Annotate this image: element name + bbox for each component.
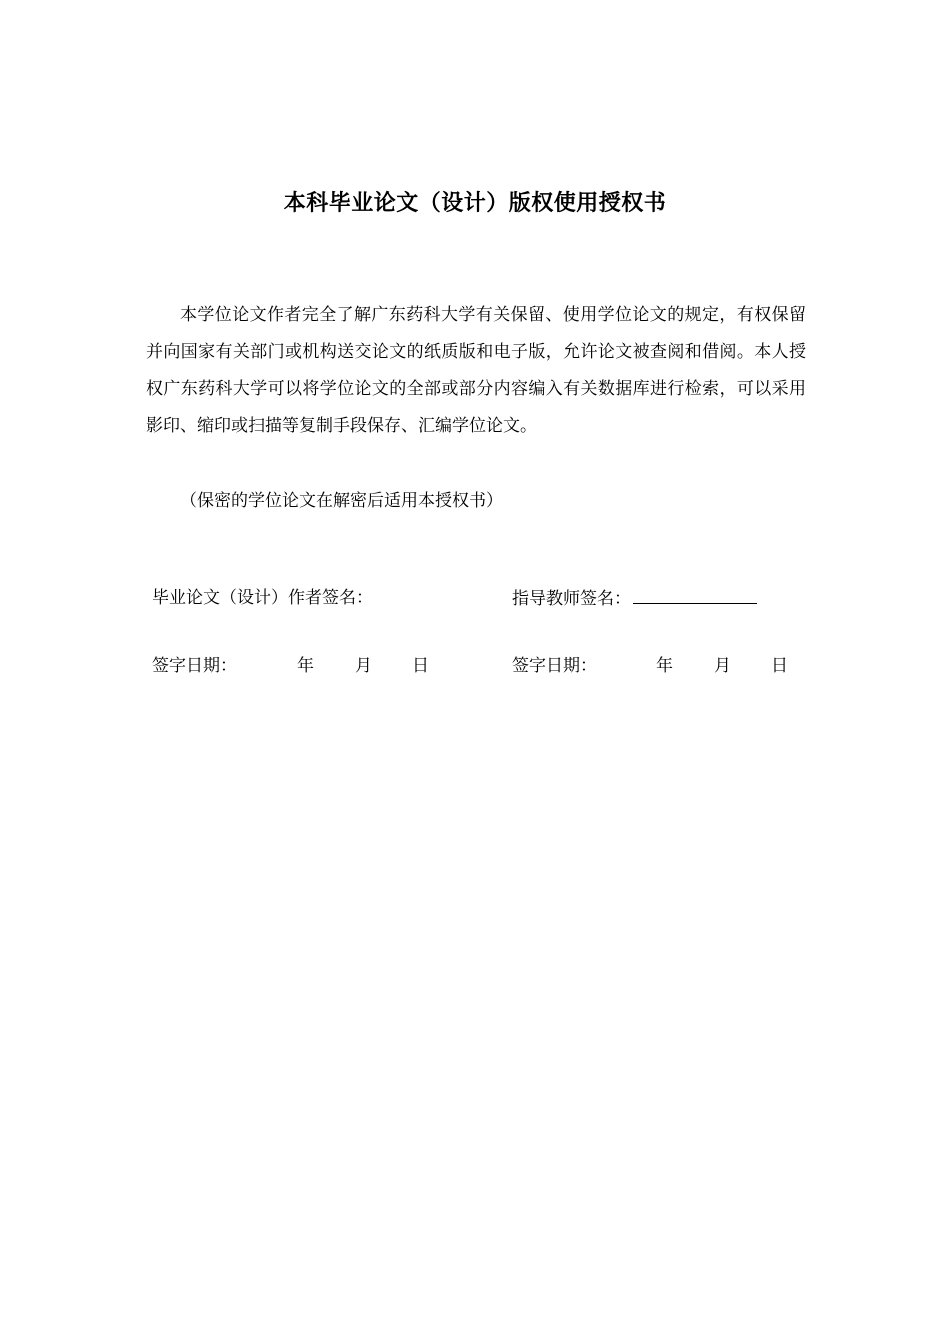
author-date-label: 签字日期： [152,656,237,676]
advisor-date-month: 月 [714,656,731,676]
confidential-note: （保密的学位论文在解密后适用本授权书） [180,491,503,511]
advisor-date-day: 日 [771,656,788,676]
author-date-day: 日 [412,656,429,676]
author-signature-label: 毕业论文（设计）作者签名： [152,588,373,608]
author-date-month: 月 [355,656,372,676]
author-date-year: 年 [297,656,314,676]
advisor-signature-line[interactable] [633,583,757,604]
authorization-paragraph: 本学位论文作者完全了解广东药科大学有关保留、使用学位论文的规定，有权保留并向国家有关部门或机构送交论文的纸质版和电子版，允许论文被查阅和借阅。本人授权广东药科大学可以将学位论文的全部或部分内容编入有关数据库进行检索，可以采用影印、缩印或扫描等复制手段保存、汇编学位论文。 [146,305,806,436]
document-title: 本科毕业论文（设计）版权使用授权书 [283,191,667,216]
advisor-signature-label: 指导教师签名： [512,589,631,609]
advisor-date-label: 签字日期： [512,656,597,676]
advisor-signature-field [512,583,757,614]
advisor-date-year: 年 [656,656,673,676]
